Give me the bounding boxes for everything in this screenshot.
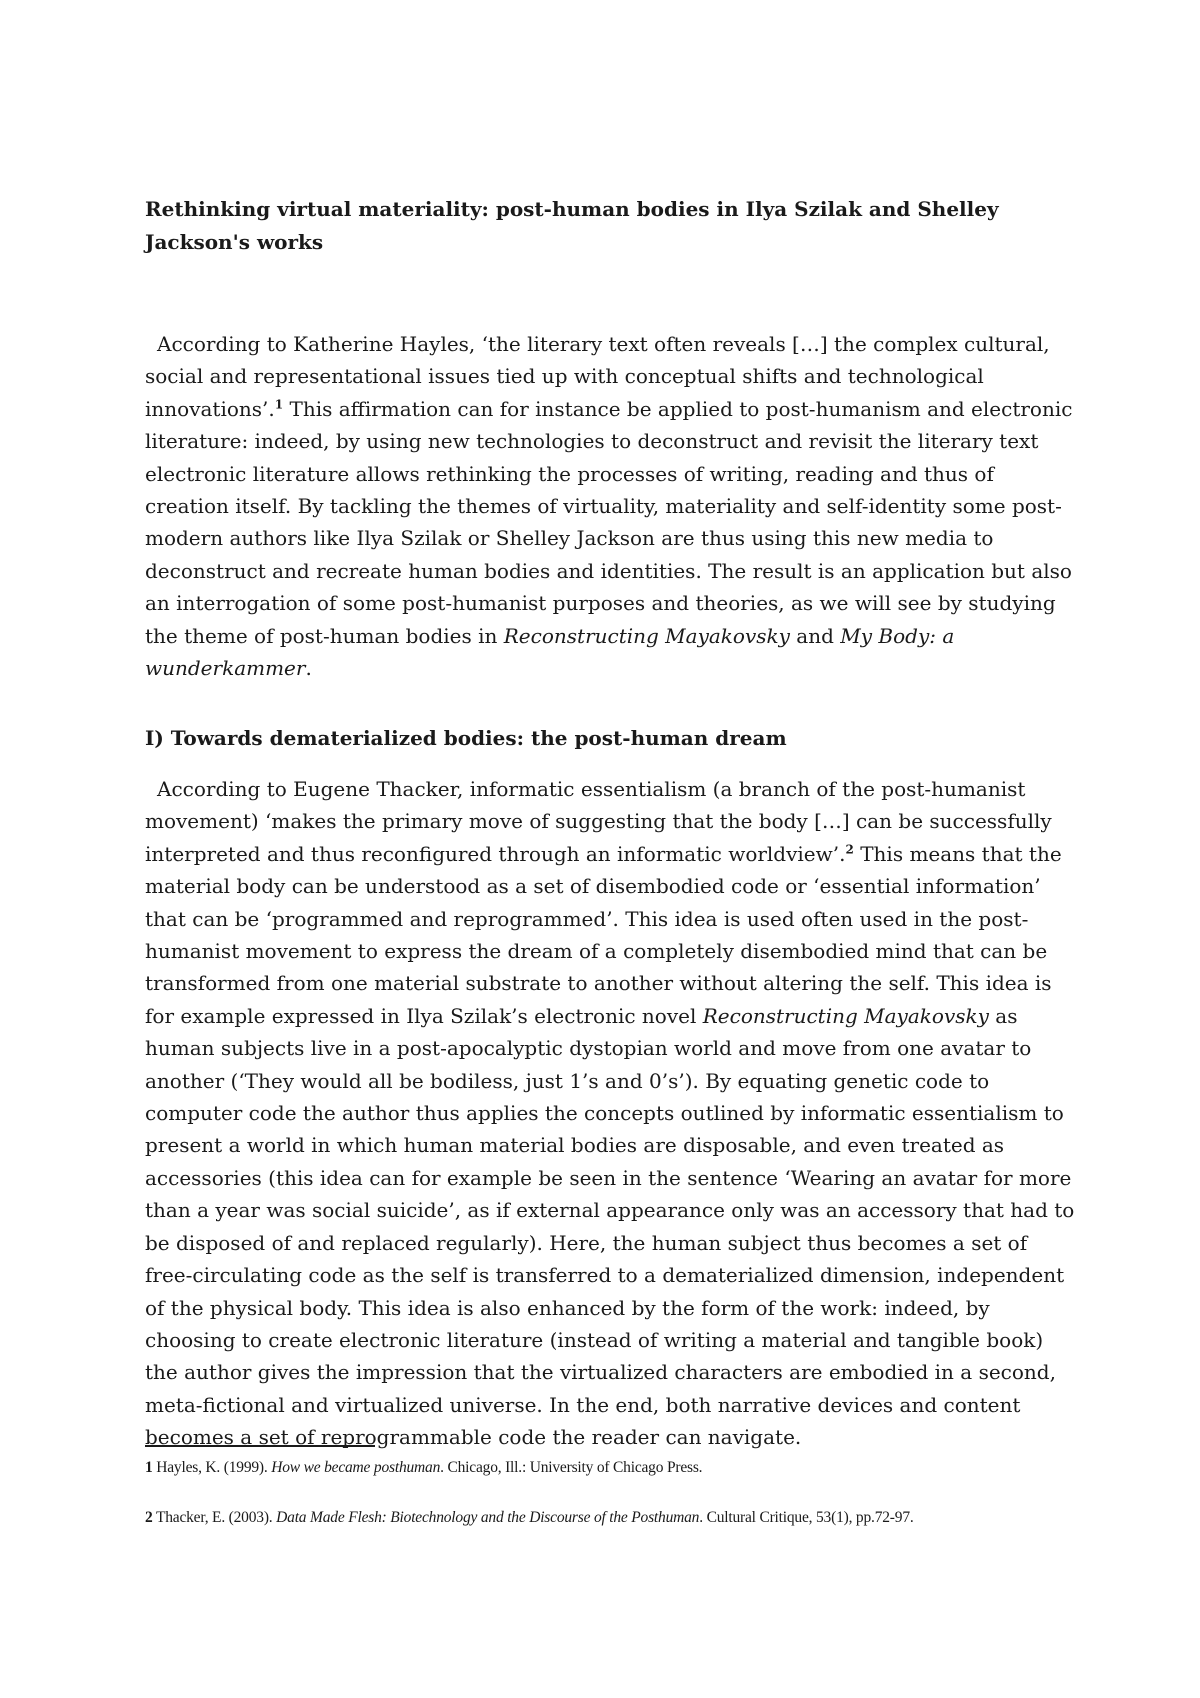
footnote-text: Hayles, K. (1999). (152, 1459, 272, 1476)
work-title-wunderkammer: My Body: a wunderkammer (145, 623, 955, 681)
section-heading: I) Towards dematerialized bodies: the post-human dream (145, 726, 787, 750)
intro-paragraph (145, 328, 1075, 684)
section-paragraph (145, 773, 1075, 1454)
intro-text-2: This affirmation can for instance be applied to post-humanism and electronic literature: indeed, by using new technologies to deconstruct and revisit the literary text electronic literature allows rethinking the processes of writing, reading and thus of creation itself. By tackling the themes of virtuality, materiality and self-identity some post-modern authors like Ilya Szilak or Shelley Jackson are thus using this new media to deconstruct and recreate human bodies and identities. The result is an application but also an interrogation of some post-humanist purposes and theories, as we will see by studying the theme of post-human bodies in (145, 396, 1073, 648)
section-text-2: This means that the material body can be understood as a set of disembodied code or ‘essential information’ that can be ‘programmed and reprogrammed’. This idea is used often used in the post-humanist movement to express the dream of a completely disembodied mind that can be transformed from one material substrate to another without altering the self. This idea is for example expressed in Ilya Szilak’s electronic novel (145, 841, 1062, 1028)
footnote-2 (145, 1505, 1075, 1530)
intro-text-1: According to Katherine Hayles, ‘the literary text often reveals […] the complex cultural, social and representational issues tied up with conceptual shifts and technological innovations’. (145, 332, 1050, 421)
work-title-mayakovsky: Reconstructing Mayakovsky (503, 623, 790, 648)
section-text-3: as human subjects live in a post-apocalyptic dystopian world and move from one avatar to another (‘They would all be bodiless, just 1’s and 0’s’). By equating genetic code to computer code the author thus applies the concepts outlined by informatic essentialism to present a world in which human material bodies are disposable, and even treated as accessories (this idea can for example be seen in the sentence ‘Wearing an avatar for more than a year was social suicide’, as if external appearance only was an accessory that had to be disposed of and replaced regularly). Here, the human subject thus becomes a set of free-circulating code as the self is transferred to a dematerialized dimension, independent of the physical body. This idea is also enhanced by the form of the work: indeed, by choosing to create electronic literature (instead of writing a material and tangible book) the author gives the impression that the virtualized characters are embodied in a second, meta-fictional and virtualized universe. In the end, both narrative devices and content becomes a set of reprogrammable code the reader can navigate. (145, 1003, 1075, 1450)
footnote-separator (145, 1445, 375, 1447)
footnote-1 (145, 1455, 1075, 1480)
footnote-work-title: Data Made Flesh: Biotechnology and the Discourse of the Posthuman (276, 1509, 700, 1526)
work-title-mayakovsky-2: Reconstructing Mayakovsky (702, 1003, 989, 1028)
intro-text-4: . (305, 656, 312, 681)
intro-text-3: and (789, 623, 841, 648)
footnote-ref-1[interactable]: 1 (274, 397, 284, 412)
footnote-work-title: How we became posthuman (271, 1459, 441, 1476)
footnote-ref-2[interactable]: 2 (845, 842, 854, 857)
footnote-number: 2 (145, 1509, 153, 1526)
footnote-number: 1 (145, 1459, 153, 1476)
footnote-text: Thacker, E. (2003). (152, 1509, 277, 1526)
document-title: Rethinking virtual materiality: post-human bodies in Ilya Szilak and Shelley Jackson's works (145, 197, 999, 254)
footnote-text: . Chicago, Ill.: University of Chicago Press. (440, 1459, 703, 1476)
section-text-1: According to Eugene Thacker, informatic essentialism (a branch of the post-humanist movement) ‘makes the primary move of suggesting that the body […] can be successfully interpreted and thus reconfigured through an informatic worldview’. (145, 777, 1052, 866)
footnote-text: . Cultural Critique, 53(1), pp.72-97. (699, 1509, 914, 1526)
